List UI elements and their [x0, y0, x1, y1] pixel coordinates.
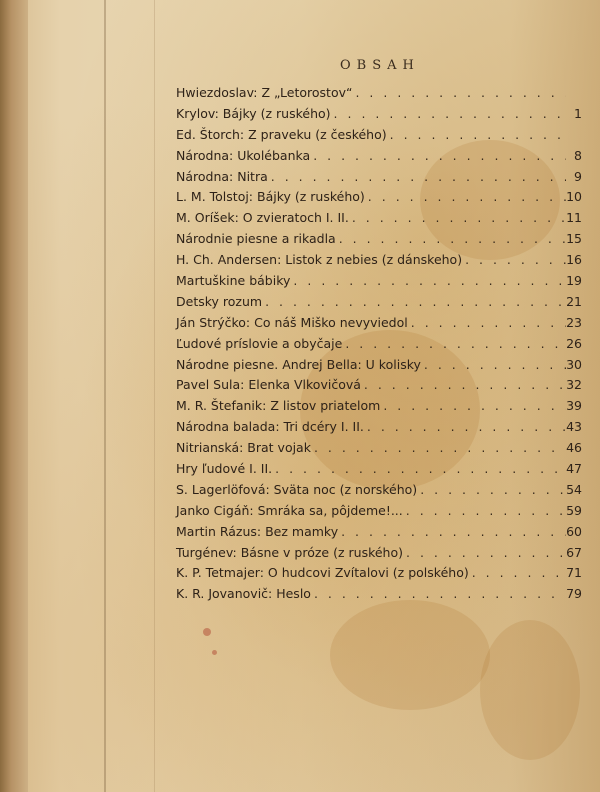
dot-leader — [403, 503, 566, 518]
toc-entry — [176, 127, 582, 148]
book-binding-edge — [0, 0, 28, 792]
toc-entry — [176, 336, 582, 357]
toc-entry — [176, 169, 582, 190]
water-stain — [480, 620, 580, 760]
dot-leader — [331, 106, 566, 121]
toc-entry-title: Ľudové príslovie a obyčaje — [176, 335, 343, 351]
toc-entry — [176, 440, 582, 461]
dot-leader — [365, 189, 566, 204]
dot-leader — [469, 565, 566, 580]
dot-leader — [408, 315, 566, 330]
dot-leader — [311, 586, 566, 601]
table-of-contents — [176, 85, 582, 607]
toc-entry-page-number: 23 — [566, 314, 582, 330]
page-fold-line — [104, 0, 106, 792]
toc-entry-title: M. R. Štefanik: Z listov priatelom — [176, 398, 381, 414]
dot-leader — [310, 148, 566, 163]
toc-entry — [176, 482, 582, 503]
toc-entry-page-number: 21 — [566, 293, 582, 309]
dot-leader — [311, 440, 566, 455]
toc-entry-title: L. M. Tolstoj: Bájky (z ruského) — [176, 189, 365, 205]
toc-entry — [176, 315, 582, 336]
dot-leader — [462, 252, 566, 267]
toc-entry — [176, 189, 582, 210]
toc-entry-title: K. P. Tetmajer: O hudcovi Zvítalovi (z polského) — [176, 565, 469, 581]
toc-entry — [176, 252, 582, 273]
toc-entry — [176, 565, 582, 586]
toc-entry-title: Národna balada: Tri dcéry I. II. — [176, 419, 364, 435]
dot-leader — [352, 85, 566, 100]
toc-entry-page-number: 47 — [566, 461, 582, 477]
toc-entry-page-number: 9 — [574, 168, 582, 184]
toc-entry-page-number: 39 — [566, 398, 582, 414]
toc-entry-page-number: 1 — [574, 105, 582, 121]
toc-entry-page-number: 71 — [566, 565, 582, 581]
toc-entry-title: Hwiezdoslav: Z „Letorostov“ — [176, 85, 353, 100]
toc-entry-page-number: 16 — [566, 252, 582, 268]
toc-entry-title: Ján Strýčko: Co náš Miško nevyviedol — [176, 314, 408, 330]
toc-entry-title: Národne piesne. Andrej Bella: U kolisky — [176, 356, 421, 372]
ink-spot — [203, 628, 211, 636]
dot-leader — [290, 273, 566, 288]
toc-entry-page-number: 46 — [566, 440, 582, 456]
toc-entry-title: Krylov: Bájky (z ruského) — [176, 105, 331, 121]
dot-leader — [268, 169, 566, 184]
toc-entry-page-number: 60 — [566, 523, 582, 539]
toc-entry-title: Martin Rázus: Bez mamky — [176, 523, 339, 539]
toc-entry — [176, 148, 582, 169]
toc-entry — [176, 503, 582, 524]
toc-entry — [176, 419, 582, 440]
toc-entry-title: K. R. Jovanovič: Heslo — [176, 586, 311, 602]
toc-entry — [176, 294, 582, 315]
ink-spot — [212, 650, 217, 655]
water-stain — [330, 600, 490, 710]
dot-leader — [403, 545, 566, 560]
toc-entry-title: Národna: Ukolébanka — [176, 147, 311, 163]
toc-entry-title: Martuškine bábiky — [176, 273, 291, 289]
toc-entry — [176, 357, 582, 378]
toc-entry — [176, 106, 582, 127]
toc-entry-page-number: 54 — [566, 481, 582, 497]
toc-entry-page-number: 59 — [566, 502, 582, 518]
dot-leader — [272, 461, 566, 476]
toc-entry-title: Detsky rozum — [176, 293, 263, 309]
dot-leader — [380, 398, 566, 413]
toc-entry-title: M. Oríšek: O zvieratoch I. II. — [176, 210, 349, 226]
dot-leader — [421, 357, 566, 372]
toc-entry — [176, 210, 582, 231]
toc-entry-page-number: 10 — [566, 189, 582, 205]
toc-entry-page-number: 15 — [566, 231, 582, 247]
page-fold-line-secondary — [154, 0, 155, 792]
dot-leader — [361, 377, 566, 392]
toc-entry-page-number: 11 — [566, 210, 582, 226]
toc-entry — [176, 398, 582, 419]
toc-entry-title: Ed. Štorch: Z praveku (z českého) — [176, 126, 387, 142]
toc-entry-page-number: 43 — [566, 419, 582, 435]
toc-entry-page-number: 8 — [574, 147, 582, 163]
toc-entry — [176, 586, 582, 607]
dot-leader — [387, 127, 566, 142]
dot-leader — [338, 524, 566, 539]
toc-entry-page-number: 26 — [566, 335, 582, 351]
toc-entry-title: Pavel Sula: Elenka Vlkovičová — [176, 377, 361, 393]
dot-leader — [262, 294, 566, 309]
toc-entry — [176, 377, 582, 398]
toc-entry-page-number: 79 — [566, 586, 582, 602]
dot-leader — [349, 210, 566, 225]
dot-leader — [364, 419, 566, 434]
dot-leader — [342, 336, 566, 351]
toc-entry — [176, 461, 582, 482]
toc-entry-page-number: 67 — [566, 544, 582, 560]
toc-entry — [176, 545, 582, 566]
toc-entry-title: Národnie piesne a rikadla — [176, 231, 336, 247]
toc-entry-title: Turgénev: Básne v próze (z ruského) — [176, 544, 404, 560]
toc-entry — [176, 85, 582, 106]
page-title: OBSAH — [340, 58, 420, 73]
toc-entry-title: S. Lagerlöfová: Sväta noc (z norského) — [176, 481, 418, 497]
toc-entry — [176, 273, 582, 294]
toc-entry-title: H. Ch. Andersen: Listok z nebies (z dánskeho) — [176, 252, 463, 268]
toc-entry-title: Janko Cigáň: Smráka sa, pôjdeme!... — [176, 502, 403, 518]
dot-leader — [417, 482, 566, 497]
toc-entry-title: Nitrianská: Brat vojak — [176, 440, 311, 456]
toc-entry — [176, 231, 582, 252]
toc-entry-title: Národna: Nitra — [176, 168, 268, 184]
toc-entry — [176, 524, 582, 545]
toc-entry-page-number: 32 — [566, 377, 582, 393]
toc-entry-title: Hry ľudové I. II. — [176, 461, 273, 477]
toc-entry-page-number: 30 — [566, 356, 582, 372]
toc-entry-page-number: 19 — [566, 273, 582, 289]
dot-leader — [336, 231, 566, 246]
